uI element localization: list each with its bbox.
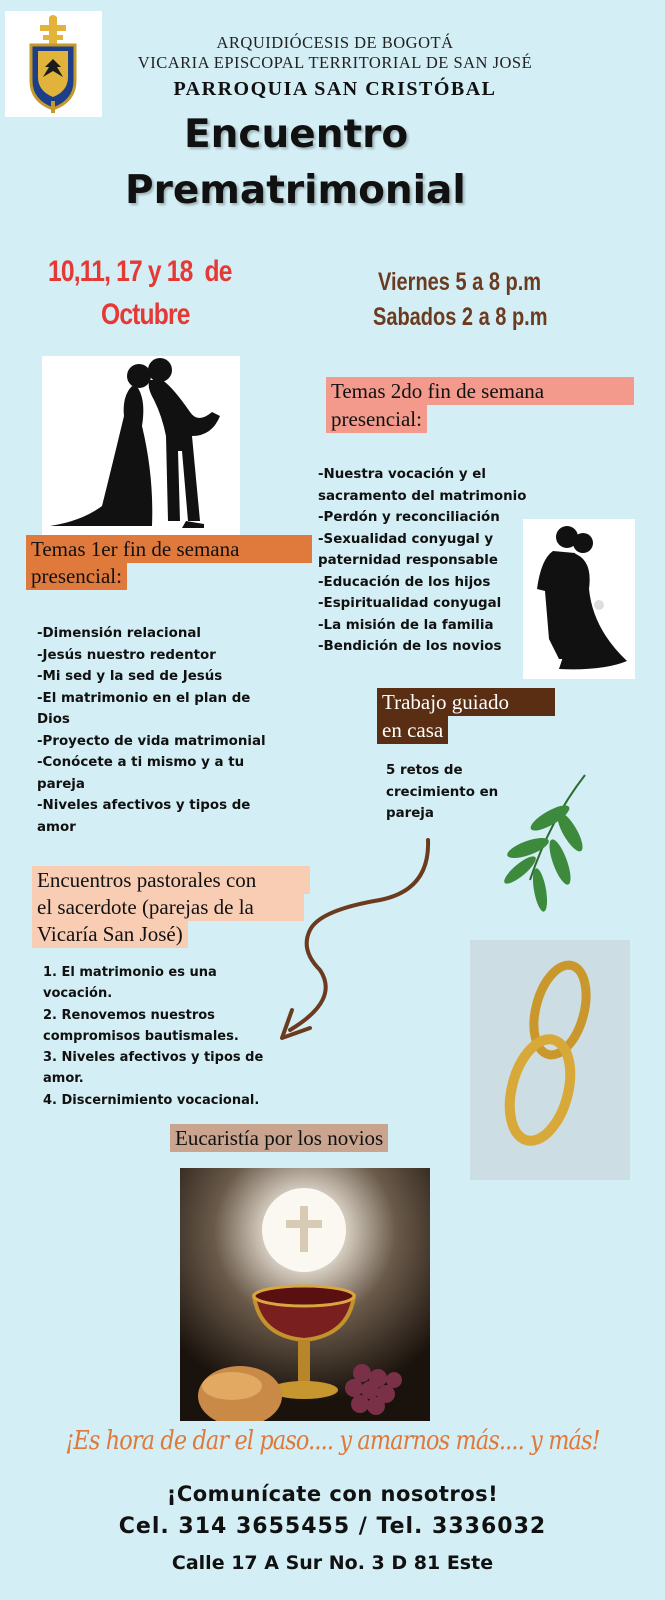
eucharist-tag [170, 1124, 388, 1152]
list-item: -Niveles afectivos y tipos de [37, 798, 251, 813]
list-item: 1. El matrimonio es una [43, 965, 217, 980]
list-item: 5 retos de [386, 763, 463, 778]
week1-tag [26, 535, 312, 563]
coat-of-arms [5, 11, 102, 117]
title-line-2: Prematrimonial [125, 168, 466, 213]
schedule-line-1: Viernes 5 a 8 p.m [378, 268, 542, 296]
list-item: -Conócete a ti mismo y a tu [37, 755, 245, 770]
homework-list [386, 760, 498, 825]
dates-line-1: 10,11, 17 y 18 de [48, 255, 232, 288]
wedding-rings-icon [470, 940, 630, 1180]
list-item: 2. Renovemos nuestros [43, 1007, 215, 1023]
dates-line-2: Octubre [101, 298, 190, 331]
contact-address: Calle 17 A Sur No. 3 D 81 Este [171, 1552, 494, 1574]
couple-hug-silhouette [523, 519, 635, 679]
list-item: -Dimensión relacional [37, 626, 201, 641]
contact-phones[interactable]: Cel. 314 3655455 / Tel. 3336032 [118, 1514, 547, 1539]
list-item: -Jesús nuestro redentor [37, 647, 216, 663]
olive-branch-icon [490, 770, 600, 930]
list-item: compromisos bautismales. [43, 1028, 239, 1044]
list-item: 4. Discernimiento vocacional. [43, 1092, 260, 1108]
list-item: -Educación de los hijos [318, 574, 491, 590]
week2-tag-line1: Temas 2do fin de semana [331, 379, 545, 403]
schedule-line-2: Sabados 2 a 8 p.m [373, 303, 548, 331]
homework-tag-2 [377, 716, 448, 744]
list-item: -Sexualidad conyugal y [318, 531, 494, 547]
pastoral-tag [32, 866, 310, 894]
couple-kiss-photo [42, 356, 240, 538]
couple-kiss-silhouette [42, 356, 240, 538]
week1-tag-line2: presencial: [31, 564, 122, 588]
list-item: -Bendición de los novios [318, 639, 502, 654]
vicaria-label: VICARIA EPISCOPAL TERRITORIAL DE SAN JOSÉ [137, 53, 533, 72]
title-line-1: Encuentro [184, 112, 409, 157]
parroquia-label: PARROQUIA SAN CRISTÓBAL [173, 78, 497, 100]
list-item: crecimiento en [386, 784, 499, 800]
pastoral-tag-2 [32, 893, 304, 921]
week2-tag [326, 377, 634, 405]
list-item: -El matrimonio en el plan de [37, 690, 251, 706]
couple-hug-photo [523, 519, 635, 679]
homework-tag-line1: Trabajo guiado [382, 690, 509, 714]
list-item: 3. Niveles afectivos y tipos de [43, 1050, 264, 1066]
list-item: sacramento del matrimonio [318, 488, 527, 504]
pastoral-tag-line3: Vicaría San José) [37, 922, 183, 946]
coat-of-arms-icon [5, 11, 102, 117]
homework-tag [377, 688, 555, 716]
week2-tag-2 [326, 405, 427, 433]
pastoral-tag-line2: el sacerdote (parejas de la [37, 895, 254, 919]
pastoral-tag-line1: Encuentros pastorales con [37, 868, 257, 892]
eucharist-tag-label: Eucaristía por los novios [175, 1126, 384, 1150]
wedding-rings-photo [470, 940, 630, 1180]
eucharist-photo [180, 1168, 430, 1421]
contact-cta: ¡Comunícate con nosotros! [166, 1482, 499, 1506]
slogan: ¡Es hora de dar el paso.... y amarnos más.... y más! [65, 1426, 600, 1456]
list-item: -La misión de la familia [318, 617, 494, 633]
curved-arrow-icon [270, 830, 440, 1050]
week1-topic-list [37, 623, 266, 838]
list-item: paternidad responsable [318, 553, 498, 568]
list-item: -Mi sed y la sed de Jesús [37, 669, 223, 684]
list-item: -Espiritualidad conyugal [318, 596, 502, 611]
eucharist-chalice-image [180, 1168, 430, 1421]
list-item: amor. [43, 1071, 84, 1087]
homework-tag-line2: en casa [382, 718, 444, 742]
list-item: pareja [386, 806, 434, 821]
week2-tag-line2: presencial: [331, 407, 422, 431]
list-item: amor [37, 819, 76, 835]
list-item: -Proyecto de vida matrimonial [37, 733, 266, 749]
list-item: pareja [37, 776, 85, 792]
week1-tag-line1: Temas 1er fin de semana [31, 537, 240, 561]
list-item: Dios [37, 712, 70, 727]
list-item: -Nuestra vocación y el [318, 467, 486, 482]
list-item: -Perdón y reconciliación [318, 510, 500, 525]
pastoral-tag-3 [32, 920, 188, 948]
list-item: vocación. [43, 986, 113, 1002]
pastoral-list [43, 962, 263, 1111]
week1-tag-2 [26, 562, 127, 590]
week2-topic-list [318, 464, 526, 658]
archdiocese-label: ARQUIDIÓCESIS DE BOGOTÁ [216, 33, 454, 52]
